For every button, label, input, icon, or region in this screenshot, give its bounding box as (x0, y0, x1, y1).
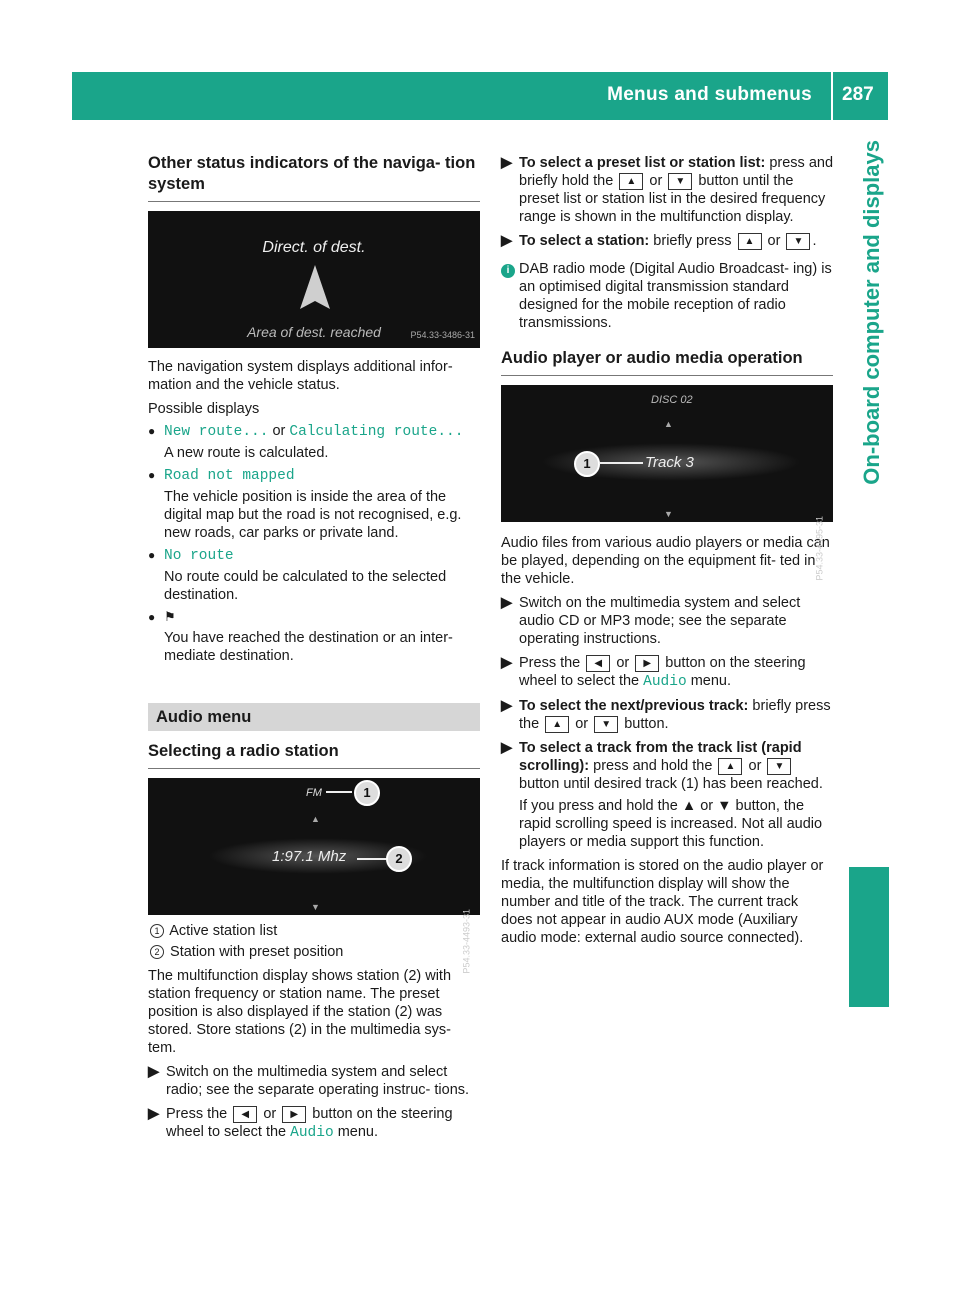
right-column (501, 154, 833, 947)
down-key-icon: ▼ (594, 716, 618, 733)
frequency-text: 1:97.1 Mhz (272, 848, 347, 865)
status-text: Road not mapped (164, 468, 295, 484)
up-arrow-icon: ▲ (664, 419, 673, 429)
paragraph: The navigation system displays additional infor- mation and the vehicle status. (148, 359, 453, 393)
step-item (501, 594, 833, 648)
fm-label: FM (306, 787, 322, 799)
heading-radio: Selecting a radio station (148, 742, 339, 760)
list-item (148, 466, 480, 542)
callout-2: 2 (386, 846, 412, 872)
legend-text: Station with preset position (170, 944, 344, 960)
legend-item (148, 943, 480, 961)
legend-marker: 2 (150, 945, 164, 959)
heading-audio-player: Audio player or audio media operation (501, 349, 803, 367)
side-section-label (846, 140, 898, 630)
arrow-icon: ▶ (501, 595, 513, 611)
arrow-icon: ▶ (148, 1064, 160, 1080)
status-text: Calculating route... (289, 424, 464, 440)
up-key-icon: ▲ (738, 233, 762, 250)
bullet-icon: ● (148, 424, 156, 438)
right-key-icon: ▶ (282, 1106, 306, 1123)
step-text: To select a preset list or station list: press and briefly hold the ▲ or ▼ button until the preset list or station list in the desired frequency range is shown in the multifunction display. (519, 155, 834, 225)
step-text: Press the ◀ or ▶ button on the steering wheel to select the Audio menu. (519, 655, 806, 690)
divider (148, 201, 480, 202)
step-item (501, 154, 833, 226)
arrow-icon: ▶ (501, 655, 513, 671)
step-item (501, 697, 833, 733)
fig-area-text: Area of dest. reached (247, 324, 381, 340)
divider (501, 375, 833, 376)
callout-line (357, 858, 387, 860)
left-column (148, 153, 480, 1142)
checkered-flag-icon: ⚑ (164, 609, 176, 624)
down-arrow-icon: ▼ (664, 509, 673, 519)
arrow-icon: ▶ (501, 155, 513, 171)
step-item (501, 739, 833, 851)
description: A new route is calculated. (164, 445, 329, 461)
bullet-icon: ● (148, 468, 156, 482)
heading-other-status: Other status indicators of the naviga- tion system (148, 154, 476, 193)
list-item (148, 546, 480, 604)
step-item (501, 654, 833, 691)
description: The vehicle position is inside the area of the digital map but the road is not recognised, e.g. new roads, car parks or private land. (164, 489, 462, 541)
status-text: New route... (164, 424, 269, 440)
up-arrow-icon: ▲ (311, 814, 320, 824)
step-item (148, 1063, 480, 1099)
down-key-icon: ▼ (767, 758, 791, 775)
legend-text: Active station list (169, 923, 278, 939)
step-text: To select the next/previous track: briefly press the ▲ or ▼ button. (519, 698, 831, 732)
figure-ref: P54.33-3486-31 (410, 330, 475, 340)
figure-ref: P54.33-4495-31 (815, 516, 825, 581)
callout-1: 1 (574, 451, 600, 477)
page-number: 287 (842, 84, 874, 105)
left-key-icon: ◀ (586, 655, 610, 672)
nav-display-figure (148, 211, 480, 348)
down-key-icon: ▼ (668, 173, 692, 190)
paragraph: Audio files from various audio players or media can be played, depending on the equipment fit- ted in the vehicle. (501, 535, 830, 587)
legend-item (148, 922, 480, 940)
paragraph: Possible displays (148, 401, 260, 417)
section-band-audio-menu: Audio menu (148, 703, 480, 731)
down-key-icon: ▼ (786, 233, 810, 250)
step-note: If you press and hold the ▲ or ▼ button, the rapid scrolling speed is increased. Not all audio players or media support this function. (519, 798, 823, 850)
paragraph: The multifunction display shows station (2) with station frequency or station name. The preset position is also displayed if the station (2) was stored. Store stations (2) in the multimedia sys- tem. (148, 968, 452, 1056)
step-item (501, 232, 833, 250)
left-key-icon: ◀ (233, 1106, 257, 1123)
info-note (501, 260, 833, 332)
step-text: To select a station: briefly press ▲ or ▼ . (519, 233, 817, 249)
bullet-icon: ● (148, 610, 156, 624)
up-key-icon: ▲ (718, 758, 742, 775)
callout-line (599, 462, 643, 464)
right-key-icon: ▶ (635, 655, 659, 672)
down-arrow-icon: ▼ (311, 902, 320, 912)
step-text: Press the ◀ or ▶ button on the steering wheel to select the Audio menu. (166, 1106, 453, 1141)
info-icon: i (501, 260, 519, 332)
status-text: No route (164, 548, 234, 564)
info-text: DAB radio mode (Digital Audio Broadcast- ing) is an optimised digital transmission standard designed for the mobile reception of radio transmissions. (519, 261, 832, 331)
figure-ref: P54.33-4493-31 (462, 909, 472, 974)
description: No route could be calculated to the selected destination. (164, 569, 447, 603)
list-item (148, 422, 480, 462)
step-item (148, 1105, 480, 1142)
fig-direct-text: Direct. of dest. (262, 239, 366, 256)
track-text: Track 3 (645, 454, 694, 471)
header-separator (831, 72, 833, 120)
description: You have reached the destination or an inter- mediate destination. (164, 630, 453, 664)
bullet-icon: ● (148, 548, 156, 562)
paragraph: If track information is stored on the audio player or media, the multifunction display will show the number and title of the track. The current track does not appear in audio AUX mode (Auxiliary audio mode: external audio source connected). (501, 858, 824, 946)
step-text: Switch on the multimedia system and select radio; see the separate operating instruc- tions. (166, 1064, 470, 1098)
connector-text: or (272, 423, 286, 439)
up-key-icon: ▲ (619, 173, 643, 190)
callout-line (326, 791, 352, 793)
arrow-icon: ▶ (501, 698, 513, 714)
step-text: To select a track from the track list (rapid scrolling): press and hold the ▲ or ▼ button until desired track (1) has been reached. (519, 740, 823, 792)
disc-label: DISC 02 (651, 394, 693, 406)
arrow-icon: ▶ (501, 233, 513, 249)
arrow-icon: ▶ (148, 1106, 160, 1122)
side-tab-marker (849, 867, 889, 1007)
arrow-icon: ▶ (501, 740, 513, 756)
side-label-text: On-board computer and displays (859, 140, 884, 485)
divider (148, 768, 480, 769)
destination-arrow-icon (298, 263, 332, 313)
header-title: Menus and submenus (607, 84, 812, 105)
legend-marker: 1 (150, 924, 164, 938)
list-item (148, 608, 480, 665)
step-text: Switch on the multimedia system and select audio CD or MP3 mode; see the separate operating instructions. (519, 595, 801, 647)
callout-1: 1 (354, 780, 380, 806)
up-key-icon: ▲ (545, 716, 569, 733)
